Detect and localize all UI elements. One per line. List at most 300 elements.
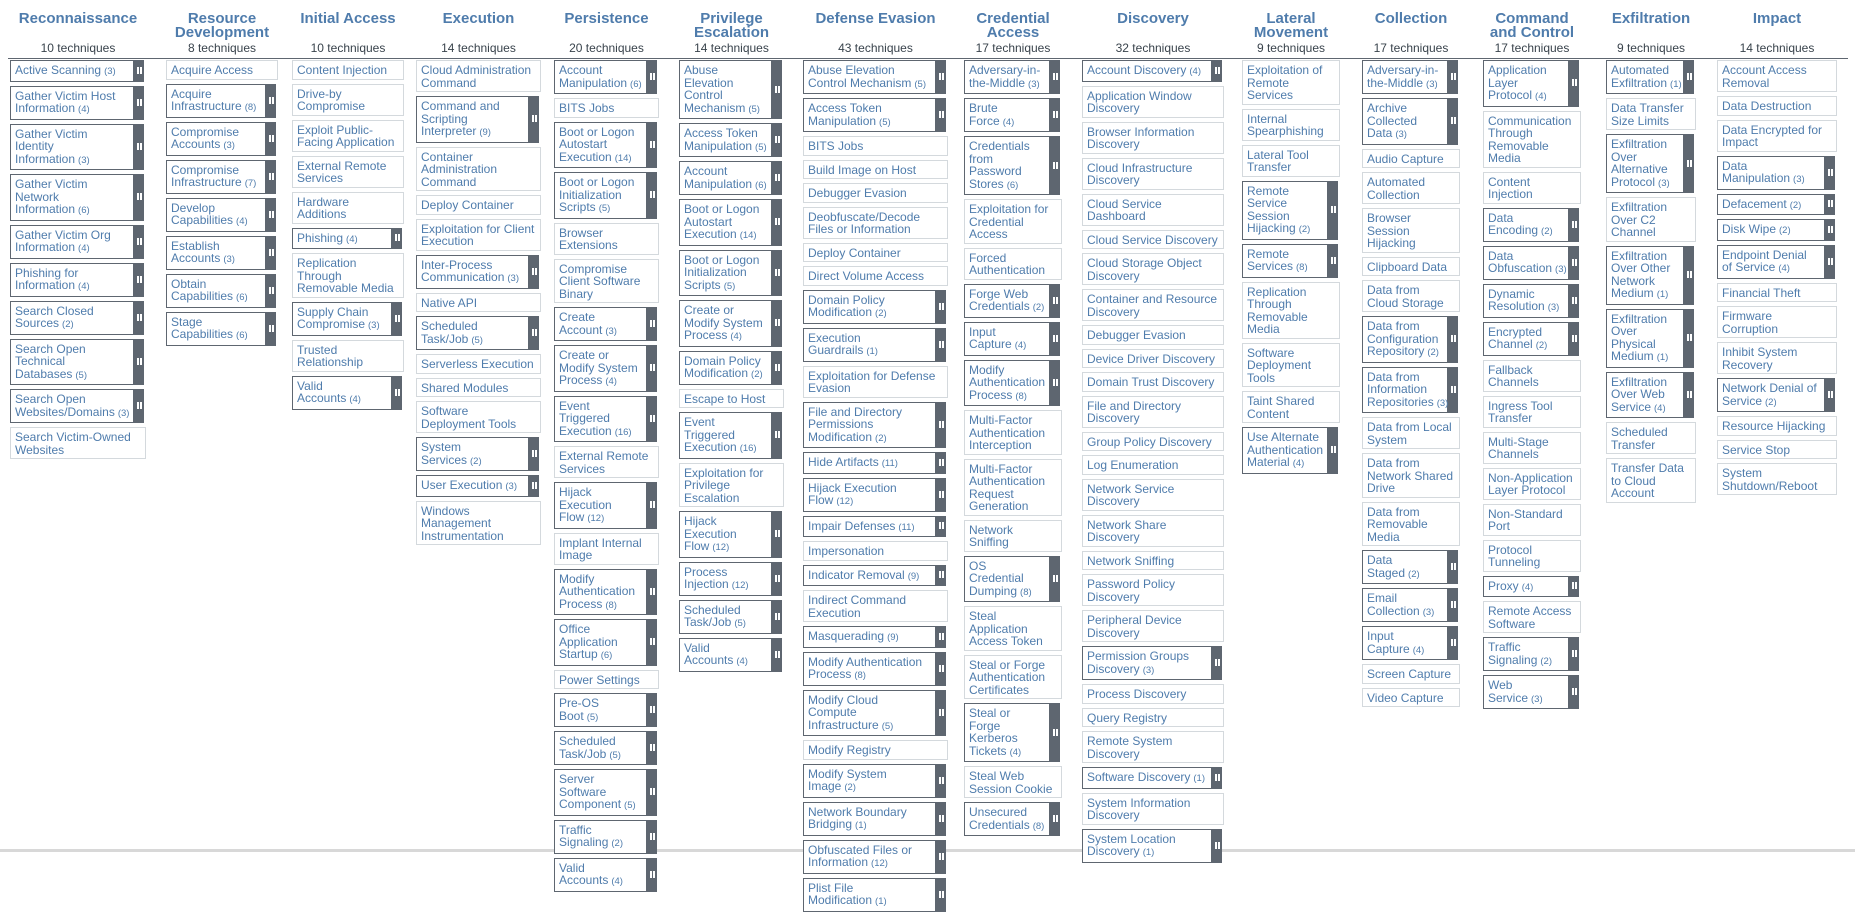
- technique-cell[interactable]: [803, 136, 948, 156]
- technique-link[interactable]: Data Transfer Size Limits: [1611, 101, 1684, 128]
- technique-cell[interactable]: [416, 378, 541, 398]
- expand-subtechniques-handle-icon[interactable]: [936, 802, 946, 836]
- technique-link[interactable]: Scheduled Task/Job: [559, 734, 616, 761]
- technique-cell[interactable]: [803, 878, 936, 912]
- technique-link[interactable]: Cloud Service Dashboard: [1087, 196, 1162, 223]
- technique-link[interactable]: Network Sniffing: [1087, 553, 1175, 568]
- expand-subtechniques-handle-icon[interactable]: [266, 312, 276, 346]
- technique-cell[interactable]: [1606, 246, 1684, 305]
- expand-subtechniques-handle-icon[interactable]: [1684, 60, 1694, 94]
- expand-subtechniques-handle-icon[interactable]: [529, 475, 539, 497]
- technique-link[interactable]: Exfiltration Over Web Service: [1611, 374, 1668, 414]
- technique-link[interactable]: Supply Chain Compromise: [297, 304, 369, 331]
- technique-cell[interactable]: [10, 86, 134, 120]
- technique-link[interactable]: Credentials from Password Stores: [969, 139, 1030, 191]
- technique-cell[interactable]: [1082, 731, 1224, 763]
- expand-subtechniques-handle-icon[interactable]: [772, 123, 782, 157]
- technique-link[interactable]: Process Discovery: [1087, 687, 1187, 701]
- technique-cell[interactable]: [554, 98, 659, 118]
- technique-cell[interactable]: [1082, 574, 1224, 606]
- technique-cell[interactable]: [554, 172, 647, 219]
- expand-subtechniques-handle-icon[interactable]: [936, 652, 946, 686]
- technique-link[interactable]: Application Layer Protocol: [1488, 63, 1547, 102]
- technique-link[interactable]: Exploitation of Remote Services: [1247, 63, 1323, 102]
- technique-cell[interactable]: [1082, 194, 1224, 226]
- technique-cell[interactable]: [554, 396, 647, 443]
- technique-link[interactable]: Dynamic Resolution: [1488, 286, 1545, 313]
- technique-link[interactable]: Data Staged: [1367, 553, 1406, 580]
- technique-cell[interactable]: [1242, 60, 1340, 105]
- technique-link[interactable]: Browser Extensions: [559, 225, 618, 252]
- technique-link[interactable]: Debugger Evasion: [808, 186, 907, 200]
- expand-subtechniques-handle-icon[interactable]: [772, 562, 782, 596]
- technique-cell[interactable]: [1483, 504, 1581, 536]
- technique-cell[interactable]: [166, 198, 266, 232]
- technique-link[interactable]: Data Encrypted for Impact: [1722, 122, 1823, 149]
- expand-subtechniques-handle-icon[interactable]: [936, 565, 946, 587]
- expand-subtechniques-handle-icon[interactable]: [1328, 244, 1338, 278]
- tactic-title-link[interactable]: Impact: [1752, 10, 1802, 27]
- expand-subtechniques-handle-icon[interactable]: [1448, 367, 1458, 414]
- expand-subtechniques-handle-icon[interactable]: [134, 339, 144, 386]
- technique-cell[interactable]: [1717, 416, 1837, 436]
- technique-link[interactable]: Traffic Signaling: [559, 822, 609, 849]
- technique-cell[interactable]: [554, 307, 647, 341]
- technique-cell[interactable]: [166, 312, 266, 346]
- expand-subtechniques-handle-icon[interactable]: [1448, 316, 1458, 363]
- expand-subtechniques-handle-icon[interactable]: [772, 300, 782, 347]
- technique-link[interactable]: Input Capture: [1367, 629, 1410, 656]
- expand-subtechniques-handle-icon[interactable]: [1050, 556, 1060, 603]
- technique-link[interactable]: Windows Management Instrumentation: [421, 503, 504, 543]
- technique-cell[interactable]: [1483, 246, 1569, 280]
- technique-link[interactable]: Password Policy Discovery: [1087, 577, 1176, 604]
- technique-cell[interactable]: [416, 293, 541, 313]
- technique-link[interactable]: Software Deployment Tools: [1247, 345, 1312, 385]
- technique-link[interactable]: Deobfuscate/Decode Files or Information: [808, 209, 921, 236]
- expand-subtechniques-handle-icon[interactable]: [1825, 219, 1835, 241]
- expand-subtechniques-handle-icon[interactable]: [647, 569, 657, 616]
- technique-cell[interactable]: [803, 626, 936, 648]
- technique-link[interactable]: Exploitation for Client Execution: [421, 221, 535, 248]
- technique-cell[interactable]: [554, 345, 647, 392]
- technique-cell[interactable]: [1362, 550, 1448, 584]
- technique-cell[interactable]: [166, 84, 266, 118]
- technique-cell[interactable]: [1082, 396, 1224, 428]
- technique-cell[interactable]: [803, 290, 936, 324]
- technique-link[interactable]: Domain Trust Discovery: [1087, 375, 1215, 389]
- technique-cell[interactable]: [803, 516, 936, 538]
- technique-cell[interactable]: [416, 195, 541, 215]
- technique-link[interactable]: Steal or Forge Authentication Certificates: [969, 657, 1046, 697]
- technique-cell[interactable]: [1717, 60, 1837, 92]
- technique-link[interactable]: Software Discovery: [1087, 770, 1191, 784]
- technique-cell[interactable]: [964, 60, 1050, 94]
- technique-cell[interactable]: [1082, 432, 1224, 452]
- technique-cell[interactable]: [803, 690, 936, 737]
- technique-link[interactable]: Multi-Stage Channels: [1488, 434, 1549, 461]
- technique-cell[interactable]: [803, 98, 936, 132]
- expand-subtechniques-handle-icon[interactable]: [1050, 360, 1060, 407]
- technique-cell[interactable]: [1082, 325, 1224, 345]
- technique-link[interactable]: Multi-Factor Authentication Interception: [969, 413, 1046, 452]
- technique-link[interactable]: Remote Services: [1247, 246, 1294, 273]
- technique-cell[interactable]: [10, 263, 134, 297]
- technique-cell[interactable]: [964, 556, 1050, 603]
- technique-link[interactable]: Service Stop: [1722, 442, 1791, 457]
- technique-cell[interactable]: [1362, 149, 1460, 169]
- technique-link[interactable]: Clipboard Data: [1367, 259, 1448, 274]
- technique-cell[interactable]: [1082, 230, 1224, 250]
- technique-link[interactable]: Domain Policy Modification: [808, 292, 885, 319]
- expand-subtechniques-handle-icon[interactable]: [134, 174, 144, 221]
- technique-cell[interactable]: [1483, 172, 1581, 204]
- expand-subtechniques-handle-icon[interactable]: [1569, 284, 1579, 318]
- technique-cell[interactable]: [803, 207, 948, 239]
- technique-cell[interactable]: [803, 243, 948, 263]
- technique-link[interactable]: Serverless Execution: [421, 357, 534, 371]
- technique-cell[interactable]: [1606, 422, 1696, 454]
- technique-link[interactable]: Valid Accounts: [297, 378, 347, 405]
- technique-cell[interactable]: [1362, 280, 1460, 312]
- technique-cell[interactable]: [416, 255, 529, 289]
- technique-link[interactable]: Gather Victim Network Information: [15, 177, 88, 216]
- technique-link[interactable]: Create Account: [559, 310, 603, 337]
- technique-cell[interactable]: [679, 638, 772, 672]
- technique-cell[interactable]: [1606, 309, 1684, 368]
- technique-link[interactable]: Replication Through Removable Media: [297, 256, 394, 295]
- tactic-title-link[interactable]: Exfiltration: [1611, 10, 1691, 27]
- technique-link[interactable]: Browser Information Discovery: [1087, 124, 1195, 151]
- technique-cell[interactable]: [1082, 86, 1224, 118]
- technique-link[interactable]: Scheduled Transfer: [1611, 425, 1668, 452]
- technique-cell[interactable]: [1717, 245, 1825, 279]
- expand-subtechniques-handle-icon[interactable]: [1448, 550, 1458, 584]
- expand-subtechniques-handle-icon[interactable]: [647, 858, 657, 892]
- technique-cell[interactable]: [1362, 626, 1448, 660]
- technique-link[interactable]: Application Window Discovery: [1087, 88, 1192, 115]
- technique-cell[interactable]: [964, 655, 1062, 700]
- technique-link[interactable]: Exfiltration Over C2 Channel: [1611, 200, 1668, 239]
- technique-cell[interactable]: [964, 322, 1050, 356]
- technique-link[interactable]: Create or Modify System Process: [684, 303, 763, 342]
- expand-subtechniques-handle-icon[interactable]: [647, 307, 657, 341]
- tactic-title-link[interactable]: Command and Control: [1489, 10, 1575, 41]
- expand-subtechniques-handle-icon[interactable]: [1328, 427, 1338, 474]
- technique-cell[interactable]: [10, 301, 134, 335]
- expand-subtechniques-handle-icon[interactable]: [772, 511, 782, 558]
- technique-cell[interactable]: [1082, 479, 1224, 511]
- technique-cell[interactable]: [554, 670, 659, 690]
- technique-cell[interactable]: [964, 606, 1062, 651]
- technique-cell[interactable]: [416, 60, 541, 92]
- technique-cell[interactable]: [964, 98, 1050, 132]
- expand-subtechniques-handle-icon[interactable]: [772, 161, 782, 195]
- technique-link[interactable]: Hijack Execution Flow: [808, 480, 897, 507]
- expand-subtechniques-handle-icon[interactable]: [772, 250, 782, 297]
- technique-cell[interactable]: [554, 731, 647, 765]
- technique-cell[interactable]: [679, 600, 772, 634]
- technique-link[interactable]: Automated Collection: [1367, 175, 1426, 202]
- expand-subtechniques-handle-icon[interactable]: [529, 255, 539, 289]
- expand-subtechniques-handle-icon[interactable]: [1328, 181, 1338, 240]
- expand-subtechniques-handle-icon[interactable]: [936, 626, 946, 648]
- technique-cell[interactable]: [1082, 829, 1212, 863]
- technique-cell[interactable]: [1082, 646, 1212, 680]
- technique-cell[interactable]: [1082, 684, 1224, 704]
- expand-subtechniques-handle-icon[interactable]: [1569, 675, 1579, 709]
- technique-link[interactable]: Steal Web Session Cookie: [969, 769, 1053, 796]
- technique-cell[interactable]: [1082, 793, 1224, 825]
- technique-cell[interactable]: [803, 590, 948, 622]
- expand-subtechniques-handle-icon[interactable]: [1448, 626, 1458, 660]
- technique-link[interactable]: Cloud Service Discovery: [1087, 232, 1218, 247]
- technique-cell[interactable]: [679, 123, 772, 157]
- technique-link[interactable]: Data from Configuration Repository: [1367, 319, 1439, 358]
- technique-cell[interactable]: [292, 376, 392, 410]
- technique-cell[interactable]: [803, 60, 936, 94]
- expand-subtechniques-handle-icon[interactable]: [1212, 60, 1222, 82]
- technique-cell[interactable]: [416, 147, 541, 192]
- technique-link[interactable]: Peripheral Device Discovery: [1087, 613, 1182, 640]
- technique-link[interactable]: Access Token Manipulation: [684, 126, 758, 153]
- technique-cell[interactable]: [292, 192, 404, 224]
- technique-cell[interactable]: [1717, 194, 1825, 216]
- technique-cell[interactable]: [292, 120, 404, 152]
- expand-subtechniques-handle-icon[interactable]: [936, 690, 946, 737]
- technique-link[interactable]: Phishing: [297, 230, 344, 245]
- technique-cell[interactable]: [1362, 417, 1460, 449]
- technique-link[interactable]: Content Injection: [1488, 174, 1533, 201]
- technique-link[interactable]: Disk Wipe: [1722, 222, 1777, 236]
- technique-cell[interactable]: [1717, 440, 1837, 460]
- technique-cell[interactable]: [1082, 253, 1224, 285]
- technique-cell[interactable]: [679, 412, 772, 459]
- technique-cell[interactable]: [1717, 463, 1837, 495]
- technique-link[interactable]: Archive Collected Data: [1367, 101, 1418, 140]
- technique-cell[interactable]: [166, 122, 266, 156]
- technique-link[interactable]: Proxy: [1488, 578, 1519, 593]
- expand-subtechniques-handle-icon[interactable]: [529, 96, 539, 143]
- expand-subtechniques-handle-icon[interactable]: [1050, 136, 1060, 195]
- technique-link[interactable]: Network Sniffing: [969, 522, 1014, 549]
- technique-cell[interactable]: [679, 300, 772, 347]
- technique-link[interactable]: Defacement: [1722, 196, 1787, 211]
- technique-link[interactable]: Execution Guardrails: [808, 330, 864, 357]
- technique-link[interactable]: Process Injection: [684, 564, 729, 591]
- technique-cell[interactable]: [679, 161, 772, 195]
- technique-link[interactable]: Brute Force: [969, 101, 1000, 128]
- technique-link[interactable]: Indicator Removal: [808, 567, 905, 582]
- technique-cell[interactable]: [964, 248, 1062, 280]
- technique-cell[interactable]: [803, 764, 936, 798]
- technique-link[interactable]: Remote Access Software: [1488, 604, 1572, 631]
- tactic-title-link[interactable]: Resource Development: [174, 10, 270, 41]
- technique-cell[interactable]: [679, 250, 772, 297]
- technique-link[interactable]: Financial Theft: [1722, 285, 1801, 300]
- expand-subtechniques-handle-icon[interactable]: [529, 316, 539, 350]
- technique-link[interactable]: Valid Accounts: [684, 640, 734, 667]
- technique-link[interactable]: Forced Authentication: [969, 250, 1046, 277]
- technique-cell[interactable]: [679, 389, 784, 409]
- technique-link[interactable]: Video Capture: [1367, 690, 1444, 705]
- technique-link[interactable]: Compromise Client Software Binary: [559, 261, 641, 301]
- technique-cell[interactable]: [554, 769, 647, 816]
- technique-cell[interactable]: [964, 360, 1050, 407]
- technique-cell[interactable]: [1242, 391, 1340, 423]
- technique-cell[interactable]: [554, 533, 659, 565]
- technique-cell[interactable]: [1483, 322, 1569, 356]
- expand-subtechniques-handle-icon[interactable]: [1569, 60, 1579, 107]
- technique-link[interactable]: Develop Capabilities: [171, 200, 234, 227]
- technique-link[interactable]: Data Manipulation: [1722, 158, 1791, 185]
- technique-link[interactable]: Data from Cloud Storage: [1367, 283, 1444, 310]
- expand-subtechniques-handle-icon[interactable]: [134, 389, 144, 423]
- expand-subtechniques-handle-icon[interactable]: [772, 600, 782, 634]
- technique-cell[interactable]: [292, 84, 404, 116]
- technique-link[interactable]: Hardware Additions: [297, 194, 350, 221]
- expand-subtechniques-handle-icon[interactable]: [647, 122, 657, 169]
- technique-link[interactable]: Fallback Channels: [1488, 362, 1539, 389]
- technique-link[interactable]: Search Closed Sources: [15, 303, 94, 330]
- expand-subtechniques-handle-icon[interactable]: [392, 228, 402, 250]
- technique-link[interactable]: Boot or Logon Autostart Execution: [684, 202, 760, 241]
- technique-cell[interactable]: [1082, 551, 1224, 571]
- technique-cell[interactable]: [1717, 96, 1837, 116]
- technique-cell[interactable]: [803, 565, 936, 587]
- expand-subtechniques-handle-icon[interactable]: [772, 199, 782, 246]
- expand-subtechniques-handle-icon[interactable]: [772, 351, 782, 385]
- technique-cell[interactable]: [803, 452, 936, 474]
- technique-link[interactable]: Stage Capabilities: [171, 314, 234, 341]
- expand-subtechniques-handle-icon[interactable]: [266, 236, 276, 270]
- technique-cell[interactable]: [679, 562, 772, 596]
- technique-cell[interactable]: [803, 840, 936, 874]
- technique-cell[interactable]: [554, 820, 647, 854]
- technique-cell[interactable]: [964, 802, 1050, 836]
- technique-link[interactable]: Valid Accounts: [559, 860, 609, 887]
- technique-link[interactable]: Replication Through Removable Media: [1247, 284, 1308, 336]
- technique-link[interactable]: Steal or Forge Kerberos Tickets: [969, 706, 1018, 758]
- technique-cell[interactable]: [1242, 427, 1328, 474]
- technique-cell[interactable]: [964, 284, 1050, 318]
- technique-cell[interactable]: [1483, 576, 1569, 598]
- technique-link[interactable]: BITS Jobs: [808, 139, 864, 153]
- technique-cell[interactable]: [1483, 601, 1581, 633]
- expand-subtechniques-handle-icon[interactable]: [392, 376, 402, 410]
- technique-cell[interactable]: [166, 274, 266, 308]
- technique-link[interactable]: Indirect Command Execution: [808, 593, 907, 620]
- technique-cell[interactable]: [416, 219, 541, 251]
- technique-link[interactable]: Cloud Administration Command: [421, 63, 532, 90]
- technique-link[interactable]: Non-Application Layer Protocol: [1488, 470, 1573, 497]
- technique-link[interactable]: Encrypted Channel: [1488, 324, 1543, 351]
- technique-link[interactable]: Power Settings: [559, 672, 640, 687]
- technique-cell[interactable]: [1483, 60, 1569, 107]
- technique-link[interactable]: Data from Information Repositories: [1367, 369, 1434, 409]
- technique-link[interactable]: Container Administration Command: [421, 149, 498, 189]
- technique-cell[interactable]: [679, 60, 772, 119]
- technique-cell[interactable]: [803, 740, 948, 760]
- technique-link[interactable]: System Shutdown/Reboot: [1722, 466, 1818, 493]
- technique-cell[interactable]: [679, 351, 772, 385]
- technique-cell[interactable]: [1082, 515, 1224, 547]
- technique-link[interactable]: BITS Jobs: [559, 101, 615, 115]
- technique-link[interactable]: Modify Authentication Process: [559, 571, 636, 611]
- technique-link[interactable]: Modify Authentication Process: [808, 654, 923, 681]
- technique-cell[interactable]: [1362, 664, 1460, 684]
- technique-cell[interactable]: [1242, 181, 1328, 240]
- technique-link[interactable]: Adversary-in-the-Middle: [1367, 63, 1439, 90]
- technique-link[interactable]: Software Deployment Tools: [421, 404, 517, 431]
- technique-cell[interactable]: [554, 619, 647, 666]
- tactic-title-link[interactable]: Execution: [442, 10, 515, 27]
- technique-cell[interactable]: [1242, 282, 1340, 339]
- technique-cell[interactable]: [1362, 688, 1460, 708]
- technique-link[interactable]: Data Encoding: [1488, 210, 1539, 237]
- technique-link[interactable]: Drive-by Compromise: [297, 86, 366, 113]
- technique-cell[interactable]: [1362, 60, 1448, 94]
- technique-link[interactable]: Multi-Factor Authentication Request Generation: [969, 461, 1046, 513]
- expand-subtechniques-handle-icon[interactable]: [1569, 246, 1579, 280]
- technique-link[interactable]: Masquerading: [808, 629, 885, 643]
- expand-subtechniques-handle-icon[interactable]: [1050, 802, 1060, 836]
- technique-link[interactable]: Gather Victim Host Information: [15, 88, 116, 115]
- technique-cell[interactable]: [1362, 257, 1460, 277]
- tactic-title-link[interactable]: Credential Access: [976, 10, 1050, 41]
- technique-link[interactable]: Implant Internal Image: [559, 535, 642, 562]
- technique-link[interactable]: Unsecured Credentials: [969, 805, 1030, 832]
- technique-cell[interactable]: [1362, 172, 1460, 204]
- technique-link[interactable]: Trusted Relationship: [297, 342, 364, 369]
- technique-link[interactable]: Domain Policy Modification: [684, 353, 761, 380]
- expand-subtechniques-handle-icon[interactable]: [134, 301, 144, 335]
- technique-cell[interactable]: [554, 858, 647, 892]
- technique-cell[interactable]: [1242, 109, 1340, 141]
- technique-cell[interactable]: [554, 446, 659, 478]
- technique-link[interactable]: Resource Hijacking: [1722, 419, 1826, 433]
- technique-cell[interactable]: [803, 266, 948, 286]
- expand-subtechniques-handle-icon[interactable]: [1569, 208, 1579, 242]
- technique-link[interactable]: Compromise Accounts: [171, 124, 240, 151]
- technique-cell[interactable]: [1717, 120, 1837, 152]
- technique-cell[interactable]: [964, 410, 1062, 455]
- technique-cell[interactable]: [1362, 588, 1448, 622]
- technique-cell[interactable]: [1717, 283, 1837, 303]
- technique-cell[interactable]: [1717, 306, 1837, 338]
- technique-link[interactable]: Abuse Elevation Control Mechanism: [808, 63, 912, 90]
- technique-link[interactable]: Data Destruction: [1722, 99, 1812, 113]
- technique-link[interactable]: OS Credential Dumping: [969, 558, 1024, 598]
- technique-cell[interactable]: [416, 501, 541, 546]
- expand-subtechniques-handle-icon[interactable]: [936, 764, 946, 798]
- technique-link[interactable]: Exfiltration Over Physical Medium: [1611, 311, 1668, 363]
- expand-subtechniques-handle-icon[interactable]: [1684, 372, 1694, 419]
- technique-cell[interactable]: [1717, 156, 1825, 190]
- technique-link[interactable]: Non-Standard Port: [1488, 506, 1563, 533]
- technique-link[interactable]: Abuse Elevation Control Mechanism: [684, 63, 746, 115]
- technique-cell[interactable]: [554, 122, 647, 169]
- technique-link[interactable]: Audio Capture: [1367, 151, 1444, 166]
- technique-cell[interactable]: [1082, 708, 1224, 728]
- technique-cell[interactable]: [1082, 60, 1212, 82]
- technique-cell[interactable]: [166, 236, 266, 270]
- technique-link[interactable]: Cloud Storage Object Discovery: [1087, 256, 1202, 283]
- tactic-title-link[interactable]: Reconnaissance: [18, 10, 138, 27]
- technique-link[interactable]: Direct Volume Access: [808, 269, 925, 283]
- expand-subtechniques-handle-icon[interactable]: [936, 290, 946, 324]
- technique-link[interactable]: Establish Accounts: [171, 238, 221, 265]
